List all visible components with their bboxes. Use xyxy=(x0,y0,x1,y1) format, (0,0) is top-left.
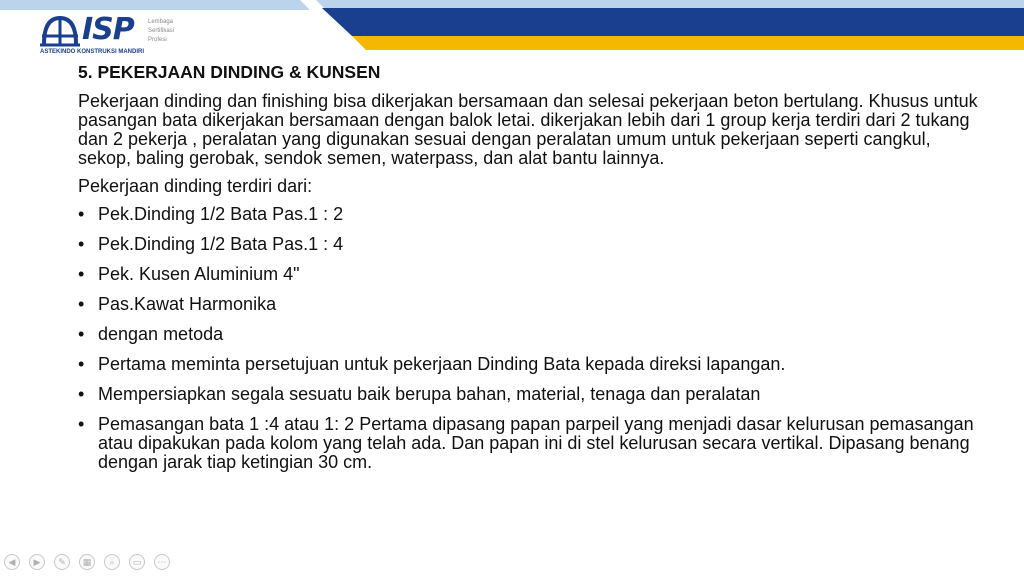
subtitles-icon[interactable]: ▭ xyxy=(129,554,145,570)
bullet-icon: • xyxy=(78,384,85,404)
list-item xyxy=(78,355,978,374)
list-item xyxy=(78,325,978,344)
bullet-icon: • xyxy=(78,354,85,374)
list-item-text: Pek.Dinding 1/2 Bata Pas.1 : 4 xyxy=(98,234,344,254)
list-item-text: Pas.Kawat Harmonika xyxy=(98,294,277,314)
list-item xyxy=(78,265,978,284)
next-slide-icon[interactable]: ▶ xyxy=(29,554,45,570)
slideshow-controls xyxy=(0,554,180,574)
list-item xyxy=(78,385,978,404)
lsp-logo xyxy=(40,14,200,58)
list-item xyxy=(78,235,978,254)
bullet-icon: • xyxy=(78,414,85,434)
list-item-text: Mempersiapkan segala sesuatu baik berupa bahan, material, tenaga dan peralatan xyxy=(98,384,761,404)
list-item-text: Pek. Kusen Aluminium 4" xyxy=(98,264,300,284)
list-item-text: Pemasangan bata 1 :4 atau 1: 2 Pertama dipasang papan parpeil yang menjadi dasar kelurusan pemasangan atau dipakukan pada kolom yang telah ada. Dan papan ini di stel kelurusan secara vertikal. Dipasang benang dengan jarak tiap ketingian 30 cm. xyxy=(98,414,974,472)
logo-text: ISP xyxy=(82,12,134,47)
arch-logo-icon xyxy=(40,14,80,48)
slide-content xyxy=(78,62,978,483)
bullet-icon: • xyxy=(78,294,85,314)
list-item xyxy=(78,415,978,472)
list-item-text: dengan metoda xyxy=(98,324,224,344)
light-blue-stripe xyxy=(0,0,310,10)
zoom-icon[interactable]: ⌕ xyxy=(104,554,120,570)
logo-tagline: Lembaga Sertifikasi Profesi xyxy=(148,19,175,43)
light-blue-stripe-right xyxy=(316,0,1024,8)
bullet-icon: • xyxy=(78,204,85,224)
pen-icon[interactable]: ✎ xyxy=(54,554,70,570)
bullet-icon: • xyxy=(78,324,85,344)
more-options-icon[interactable]: ⋯ xyxy=(154,554,170,570)
bullet-icon: • xyxy=(78,234,85,254)
list-item xyxy=(78,205,978,224)
list-item-text: Pertama meminta persetujuan untuk pekerjaan Dinding Bata kepada direksi lapangan. xyxy=(98,354,786,374)
navy-stripe xyxy=(322,8,1024,36)
list-intro: Pekerjaan dinding terdiri dari: xyxy=(78,176,313,196)
list-item-text: Pek.Dinding 1/2 Bata Pas.1 : 2 xyxy=(98,204,344,224)
list-item xyxy=(78,295,978,314)
slide-title: 5. PEKERJAAN DINDING & KUNSEN xyxy=(78,62,381,82)
logo-subtitle: ASTEKINDO KONSTRUKSI MANDIRI xyxy=(40,49,145,55)
bullet-list xyxy=(78,205,978,472)
slides-overview-icon[interactable]: ▦ xyxy=(79,554,95,570)
body-paragraph: Pekerjaan dinding dan finishing bisa dikerjakan bersamaan dan selesai pekerjaan beton bertulang. Khusus untuk pasangan bata dikerjakan bersamaan dengan balok letai. dikerjakan lebih dari 1 group kerja terdiri dari 2 tukang dan 2 pekerja , peralatan yang digunakan sesuai dengan peralatan umum untuk pekerjaan seperti cangkul, sekop, baling gerobak, sendok semen, waterpass, dan alat bantu lainnya. xyxy=(78,91,978,168)
bullet-icon: • xyxy=(78,264,85,284)
yellow-stripe xyxy=(352,36,1024,50)
previous-slide-icon[interactable]: ◀ xyxy=(4,554,20,570)
